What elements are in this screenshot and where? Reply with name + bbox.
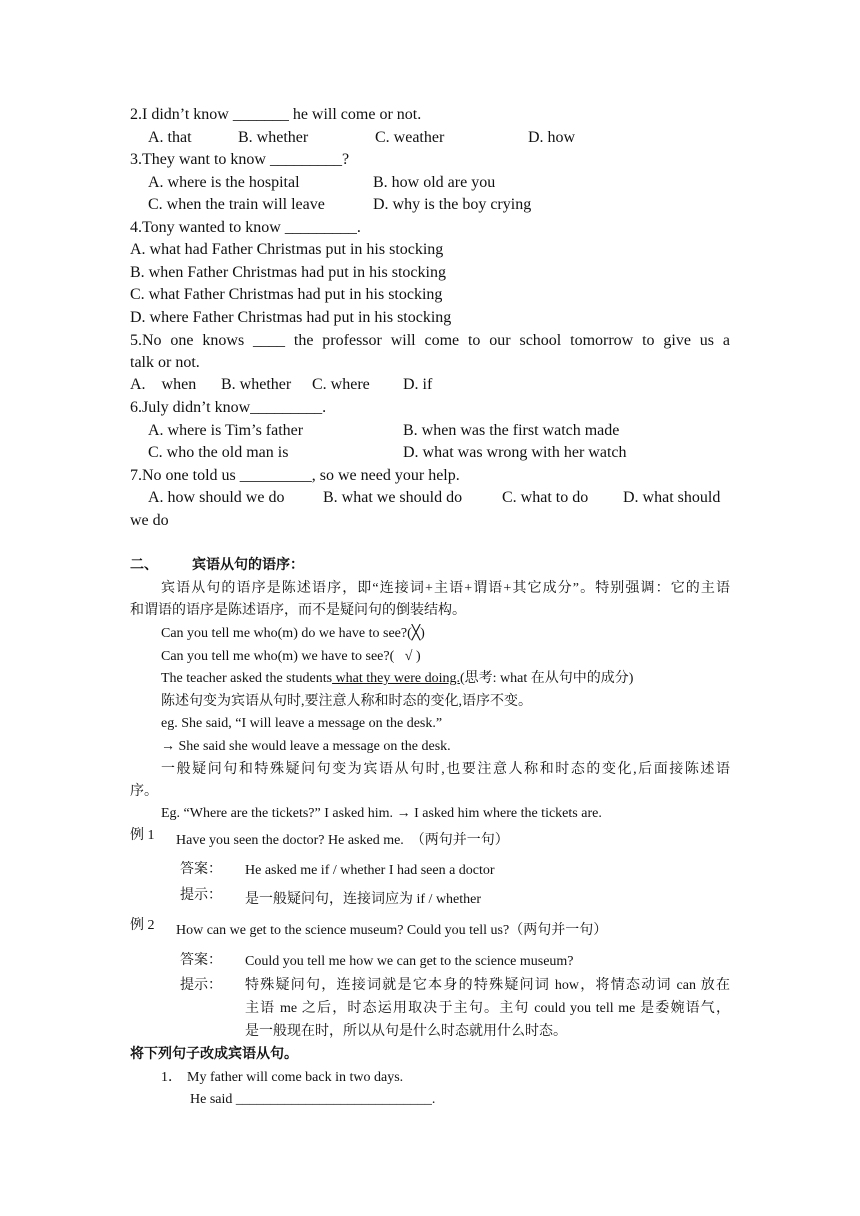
question-6-option-c: C. who the old man is (148, 444, 289, 461)
question-2-option-a: A. that (148, 129, 192, 146)
question-4-option-b: B. when Father Christmas had put in his stocking (130, 264, 446, 281)
wrong-example: Can you tell me who(m) do we have to see?(╳) (161, 626, 425, 641)
eg-2-result: I asked him where the tickets are. (414, 806, 602, 821)
question-3-stem: 3.They want to know _________? (130, 151, 350, 168)
question-5-stem-line-2: talk or not. (130, 354, 200, 371)
exercise-item-1-number: 1． (161, 1070, 182, 1085)
statement-rule: 陈述句变为宾语从句时,要注意人称和时态的变化,语序不变。 (161, 694, 532, 709)
example-1-question: Have you seen the doctor? He asked me. （两句并一句） (176, 833, 509, 848)
question-6-option-b: B. when was the first watch made (403, 422, 620, 439)
question-4-option-a: A. what had Father Christmas put in his stocking (130, 241, 444, 258)
question-6-option-d: D. what was wrong with her watch (403, 444, 627, 461)
question-3-option-b: B. how old are you (373, 174, 496, 191)
question-rule-line-2: 序。 (130, 784, 158, 799)
question-7-option-b: B. what we should do (323, 489, 463, 506)
example-2-label: 例 2 (130, 918, 155, 933)
question-3-option-d: D. why is the boy crying (373, 196, 532, 213)
example-1-answer: He asked me if / whether I had seen a doctor (245, 863, 495, 878)
question-5-option-a: A. when (130, 376, 197, 393)
section-2-heading: 宾语从句的语序： (192, 558, 304, 573)
exercise-title: 将下列句子改成宾语从句。 (130, 1047, 298, 1062)
example-2-answer-label: 答案： (180, 953, 222, 968)
question-7-option-a: A. how should we do (148, 489, 285, 506)
question-3-option-c: C. when the train will leave (148, 196, 325, 213)
question-5-stem-line-1: 5.No one knows ____ the professor will come to our school tomorrow to give us a (130, 332, 730, 349)
question-7-option-d-wrap: we do (130, 512, 169, 529)
question-6-option-a: A. where is Tim’s father (148, 422, 304, 439)
right-example: Can you tell me who(m) we have to see?( √ ) (161, 649, 421, 664)
example-2-hint-label: 提示： (180, 978, 222, 993)
example-1-label: 例 1 (130, 828, 155, 843)
eg-1-result-text: She said she would leave a message on the desk. (178, 739, 451, 754)
right-arrow-icon: → (161, 739, 175, 754)
example-2-question: How can we get to the science museum? Could you tell us?（两句并一句） (176, 923, 608, 938)
example-1-answer-label: 答案： (180, 862, 222, 877)
eg-1-sentence: eg. She said, “I will leave a message on the desk.” (161, 716, 443, 731)
example-2-hint-line-3: 是一般现在时，所以从句是什么时态就用什么时态。 (245, 1024, 567, 1039)
eg-1-result (161, 740, 451, 754)
question-2-option-d: D. how (528, 129, 576, 146)
exercise-item-1-answer-line: He said ____________________________. (190, 1092, 436, 1107)
exercise-item-1-sentence: My father will come back in two days. (187, 1070, 404, 1085)
question-rule-line-1: 一般疑问句和特殊疑问句变为宾语从句时,也要注意人称和时态的变化,后面接陈述语 (161, 762, 730, 777)
question-4-option-d: D. where Father Christmas had put in his stocking (130, 309, 452, 326)
question-7-option-d: D. what should (623, 489, 721, 506)
question-4-stem: 4.Tony wanted to know _________. (130, 219, 361, 236)
right-arrow-icon: → (396, 806, 411, 821)
example-2-hint-line-2: 主语 me 之后，时态运用取决于主句。主句 could you tell me 是委婉语气， (245, 1001, 730, 1016)
question-5-option-b: B. whether (221, 376, 292, 393)
question-5-option-c: C. where (312, 376, 370, 393)
question-2-stem: 2.I didn’t know _______ he will come or not. (130, 106, 422, 123)
example-2-answer: Could you tell me how we can get to the science museum? (245, 954, 574, 969)
teacher-example-note: (思考: what 在从句中的成分) (459, 671, 634, 686)
example-1-hint-label: 提示： (180, 888, 222, 903)
question-3-option-a: A. where is the hospital (148, 174, 300, 191)
question-6-stem: 6.July didn’t know_________. (130, 399, 327, 416)
teacher-example-underlined-clause: what they were doing. (332, 671, 460, 686)
eg-2-sentence (161, 807, 602, 821)
eg-2-question: Eg. “Where are the tickets?” I asked him. (161, 806, 394, 821)
section-2-intro-line-1: 宾语从句的语序是陈述语序，即“连接词+主语+谓语+其它成分”。特别强调：它的主语 (161, 581, 730, 596)
teacher-example (161, 672, 633, 686)
section-2-intro-line-2: 和谓语的语序是陈述语序，而不是疑问句的倒装结构。 (130, 603, 466, 618)
teacher-example-main: The teacher asked the students (161, 671, 333, 686)
question-4-option-c: C. what Father Christmas had put in his stocking (130, 286, 443, 303)
question-7-stem: 7.No one told us _________, so we need your help. (130, 467, 460, 484)
question-2-option-c: C. weather (375, 129, 445, 146)
question-2-option-b: B. whether (238, 129, 309, 146)
question-7-option-c: C. what to do (502, 489, 589, 506)
question-5-option-d: D. if (403, 376, 433, 393)
example-1-hint: 是一般疑问句，连接词应为 if / whether (245, 892, 482, 907)
section-2-number: 二、 (130, 558, 158, 573)
example-2-hint-line-1: 特殊疑问句，连接词就是它本身的特殊疑问词 how，将情态动词 can 放在 (245, 978, 730, 993)
